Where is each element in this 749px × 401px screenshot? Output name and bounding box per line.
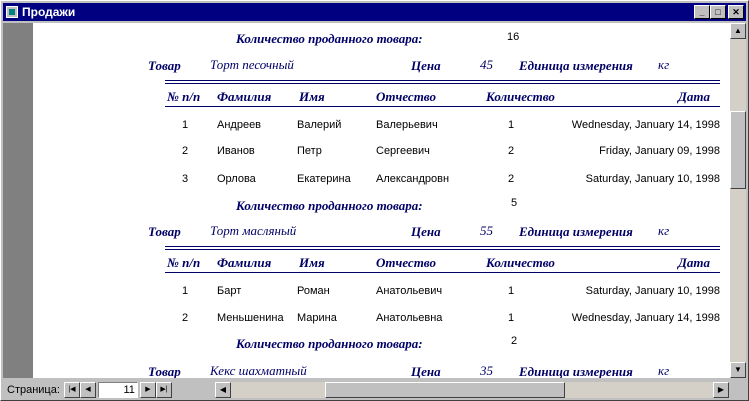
product-label: Товар [148, 224, 181, 239]
cell-quantity: 2 [508, 173, 515, 185]
cell-number: 3 [182, 173, 189, 185]
col-surname: Фамилия [217, 89, 272, 104]
cell-patronymic: Александровн [376, 173, 450, 185]
price-value: 45 [480, 57, 493, 72]
cell-name: Екатерина [297, 173, 351, 185]
cell-number: 2 [182, 312, 189, 324]
cell-patronymic: Сергеевич [376, 145, 430, 157]
scroll-right-button[interactable]: ▶ [713, 382, 729, 398]
unit-value: кг [658, 57, 670, 72]
col-quantity: Количество [486, 89, 555, 104]
window-title: Продажи [22, 5, 76, 19]
col-name: Имя [299, 255, 325, 270]
col-number: № п/п [167, 255, 201, 270]
header-rule [165, 246, 720, 247]
cell-date: Saturday, January 10, 1998 [585, 285, 720, 297]
cell-date: Wednesday, January 14, 1998 [571, 312, 720, 324]
price-label: Цена [411, 364, 441, 378]
cell-name: Валерий [297, 119, 342, 131]
unit-value: кг [658, 223, 670, 238]
qty-sold-label: Количество проданного товара: [236, 31, 423, 46]
minimize-button[interactable]: _ [694, 5, 710, 19]
product-name: Торт масляный [210, 223, 297, 238]
page-number-input[interactable]: 11 [98, 382, 138, 398]
qty-sold-value: 16 [507, 31, 520, 43]
header-rule [165, 249, 720, 250]
product-label: Товар [148, 58, 181, 73]
cell-date: Saturday, January 10, 1998 [585, 173, 720, 185]
header-rule [165, 83, 720, 84]
price-label: Цена [411, 58, 441, 73]
price-value: 35 [480, 363, 493, 378]
page-label: Страница: [7, 384, 60, 396]
cell-surname: Иванов [217, 145, 255, 157]
qty-sold-label: Количество проданного товара: [236, 198, 423, 213]
col-quantity: Количество [486, 255, 555, 270]
cell-patronymic: Валерьевич [376, 119, 438, 131]
cell-surname: Барт [217, 285, 242, 297]
cell-quantity: 1 [508, 285, 515, 297]
cell-surname: Меньшенина [217, 312, 284, 324]
cell-number: 1 [182, 119, 189, 131]
header-rule [165, 272, 720, 273]
cell-date: Wednesday, January 14, 1998 [571, 119, 720, 131]
product-name: Торт песочный [210, 57, 294, 72]
scroll-left-button[interactable]: ◀ [215, 382, 231, 398]
last-page-button[interactable]: ▶| [156, 382, 172, 398]
horizontal-scrollbar[interactable] [215, 382, 729, 398]
close-button[interactable]: ✕ [728, 5, 744, 19]
cell-patronymic: Анатольевна [376, 312, 443, 324]
qty-sold-label: Количество проданного товара: [236, 336, 423, 351]
col-name: Имя [299, 89, 325, 104]
cell-surname: Орлова [217, 173, 256, 185]
cell-quantity: 1 [508, 312, 515, 324]
unit-label: Единица измерения [519, 224, 633, 239]
navigation-bar [3, 380, 746, 400]
col-date: Дата [678, 89, 710, 104]
cell-patronymic: Анатольевич [376, 285, 443, 297]
title-bar[interactable] [3, 3, 746, 21]
cell-name: Марина [297, 312, 337, 324]
page-margin [3, 23, 33, 378]
first-page-button[interactable]: |◀ [64, 382, 80, 398]
col-number: № п/п [167, 89, 201, 104]
qty-sold-value: 5 [511, 197, 518, 209]
col-patronymic: Отчество [376, 89, 436, 104]
scroll-up-button[interactable]: ▲ [730, 23, 746, 39]
product-label: Товар [148, 364, 181, 378]
next-page-button[interactable]: ▶ [140, 382, 156, 398]
qty-sold-value: 2 [511, 335, 518, 347]
cell-name: Петр [297, 145, 322, 157]
col-surname: Фамилия [217, 255, 272, 270]
col-patronymic: Отчество [376, 255, 436, 270]
cell-name: Роман [297, 285, 330, 297]
price-label: Цена [411, 224, 441, 239]
unit-label: Единица измерения [519, 58, 633, 73]
report-preview-area [3, 23, 746, 378]
col-date: Дата [678, 255, 710, 270]
unit-label: Единица измерения [519, 364, 633, 378]
report-page[interactable] [33, 23, 730, 378]
price-value: 55 [480, 223, 493, 238]
unit-value: кг [658, 363, 670, 378]
cell-quantity: 1 [508, 119, 515, 131]
maximize-button[interactable]: □ [710, 5, 726, 19]
app-icon[interactable] [6, 6, 18, 18]
product-name: Кекс шахматный [210, 363, 307, 378]
vertical-scroll-thumb[interactable] [730, 111, 746, 189]
cell-date: Friday, January 09, 1998 [599, 145, 720, 157]
scroll-down-button[interactable]: ▼ [730, 362, 746, 378]
cell-quantity: 2 [508, 145, 515, 157]
cell-surname: Андреев [217, 119, 262, 131]
cell-number: 1 [182, 285, 189, 297]
header-rule [165, 80, 720, 81]
vertical-scrollbar[interactable] [730, 23, 746, 378]
header-rule [165, 106, 720, 107]
previous-page-button[interactable]: ◀ [80, 382, 96, 398]
cell-number: 2 [182, 145, 189, 157]
horizontal-scroll-thumb[interactable] [325, 382, 565, 398]
